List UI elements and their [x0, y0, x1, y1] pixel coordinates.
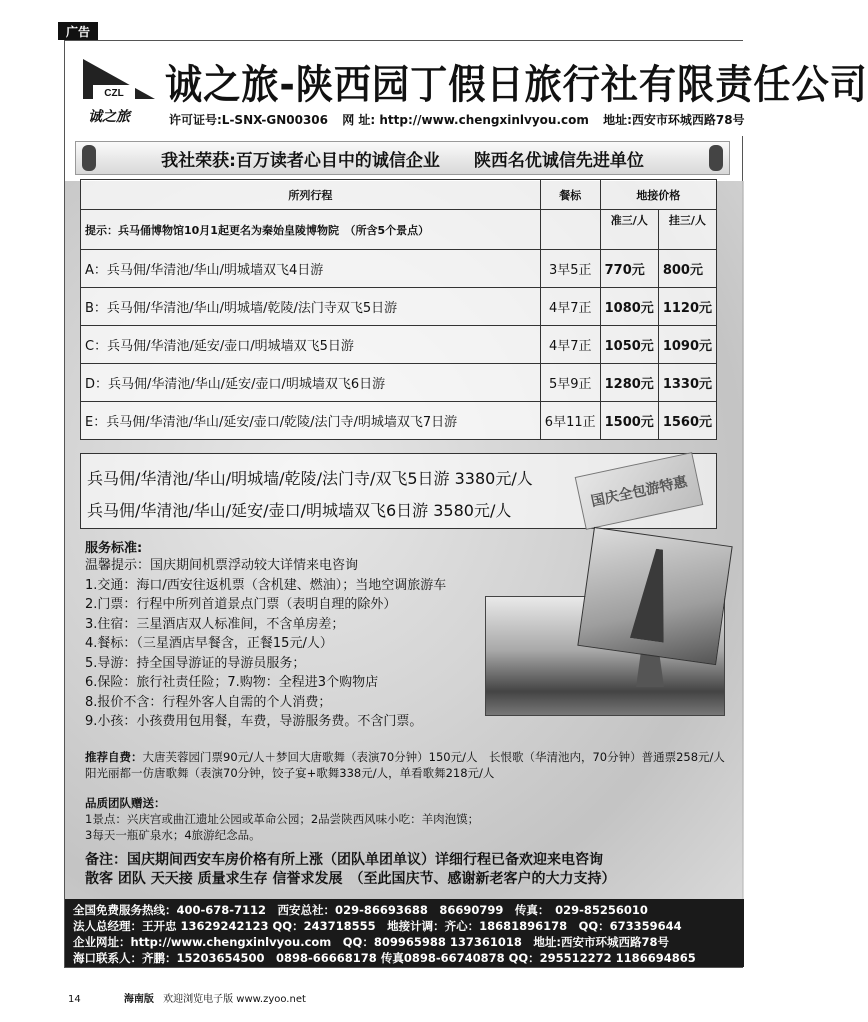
contact-line: 海口联系人：齐鹏：15203654500 0898-66668178 传真0898-66740878 QQ：295512272 1186694865	[73, 951, 696, 965]
table-row	[81, 364, 717, 402]
footer-text: 欢迎浏览电子版 www.zyoo.net	[163, 994, 306, 1005]
page-footer	[68, 990, 306, 1005]
ad-tag: 广告	[58, 22, 98, 40]
price-cell: 1500元	[600, 402, 658, 440]
header-meal: 餐标	[540, 180, 600, 210]
meal-cell: 5早9正	[540, 364, 600, 402]
route-cell: C：兵马佣/华清池/延安/壶口/明城墙双飞5日游	[81, 326, 541, 364]
service-standards	[85, 537, 725, 732]
service-line: 5.导游：持全国导游证的导游员服务；	[85, 655, 306, 671]
route-cell: E：兵马佣/华清池/华山/延安/壶口/乾陵/法门寺/明城墙双飞7日游	[81, 402, 541, 440]
service-line: 1.交通：海口/西安往返机票（含机建、燃油）；当地空调旅游车	[85, 577, 447, 593]
table-header-row	[81, 180, 717, 210]
meal-cell: 4早7正	[540, 288, 600, 326]
address: 地址:西安市环城西路78号	[603, 113, 745, 127]
route-cell: B：兵马佣/华清池/华山/明城墙/乾陵/法门寺双飞5日游	[81, 288, 541, 326]
remarks-line: 备注：国庆期间西安车房价格有所上涨（团队单团单议）详细行程已备欢迎来电咨询	[85, 852, 603, 868]
meal-cell: 4早7正	[540, 326, 600, 364]
tip-text: 提示：兵马俑博物馆10月1起更名为秦始皇陵博物院 （所含5个景点）	[81, 210, 541, 250]
license-number: 许可证号:L-SNX-GN00306	[169, 113, 329, 127]
company-logo-icon	[79, 55, 159, 135]
price-cell: 1330元	[658, 364, 716, 402]
special-offer-box	[80, 453, 717, 529]
price-cell: 1120元	[658, 288, 716, 326]
price-cell: 800元	[658, 250, 716, 288]
price-cell: 1560元	[658, 402, 716, 440]
table-row	[81, 402, 717, 440]
ad-frame	[64, 40, 868, 968]
header-child: 挂三/人	[658, 210, 716, 250]
honor-banner	[75, 141, 730, 175]
service-line: 4.餐标：（三星酒店早餐含，正餐15元/人）	[85, 636, 333, 651]
meal-cell: 3早5正	[540, 250, 600, 288]
website[interactable]: 网 址: http://www.chengxinlvyou.com	[342, 113, 589, 127]
gifts-line: 3每天一瓶矿泉水；4旅游纪念品。	[85, 828, 261, 842]
price-cell: 770元	[600, 250, 658, 288]
company-name: 诚之旅-陕西园丁假日旅行社有限责任公司	[165, 62, 868, 108]
meal-cell: 6早11正	[540, 402, 600, 440]
service-line: 3.住宿：三星酒店双人标准间，不含单房差；	[85, 616, 345, 632]
service-line: 温馨提示：国庆期间机票浮动较大详情来电咨询	[85, 558, 359, 573]
gifts-line: 1景点：兴庆宫或曲江遗址公园或革命公园；2品尝陕西风味小吃：羊肉泡馍；	[85, 812, 480, 826]
contact-line: 全国免费服务热线：400-678-7112 西安总社：029-86693688 86690799 传真： 029-85256010	[73, 903, 648, 917]
recommend-label: 推荐自费：	[85, 750, 143, 764]
price-cell: 1090元	[658, 326, 716, 364]
remarks-line: 散客 团队 天天接 质量求生存 信誉求发展 （至此国庆节、感谢新老客户的大力支持）	[85, 871, 616, 887]
recommended-extras	[85, 749, 737, 781]
honor-text: 我社荣获:百万读者心目中的诚信企业 陕西名优诚信先进单位	[161, 150, 644, 171]
header-adult: 准三/人	[600, 210, 658, 250]
header	[65, 41, 868, 136]
header-price: 地接价格	[600, 180, 716, 210]
complimentary-gifts	[85, 795, 725, 843]
license-line	[169, 111, 755, 128]
contact-bar	[65, 899, 744, 967]
service-line: 9.小孩：小孩费用包用餐，车费，导游服务费。不含门票。	[85, 714, 423, 729]
table-row	[81, 288, 717, 326]
header-route: 所列行程	[81, 180, 541, 210]
ornament-icon	[709, 145, 723, 171]
table-row	[81, 250, 717, 288]
price-cell: 1050元	[600, 326, 658, 364]
edition-label: 海南版	[123, 994, 154, 1005]
page-number: 14	[68, 994, 81, 1005]
route-cell: A：兵马佣/华清池/华山/明城墙双飞4日游	[81, 250, 541, 288]
logo-text: CZL	[104, 88, 124, 99]
special-offer-line: 兵马佣/华清池/华山/延安/壶口/明城墙双飞6日游 3580元/人	[87, 501, 512, 520]
special-badge: 国庆全包游特惠	[575, 452, 704, 530]
recommend-text: 大唐芙蓉园门票90元/人＋梦回大唐歌舞（表演70分钟）150元/人 长恨歌（华清池内，70分钟）普通票258元/人 阳光丽都一仿唐歌舞（表演70分钟，饺子宴+歌舞338元/人，单看歌舞218元/人	[85, 750, 737, 780]
tour-price-table	[80, 179, 717, 440]
service-line: 6.保险：旅行社责任险；7.购物：全程进3个购物店	[85, 675, 379, 690]
ornament-icon	[82, 145, 96, 171]
price-cell: 1280元	[600, 364, 658, 402]
contact-line: 企业网址：http://www.chengxinlvyou.com QQ：809965988 137361018 地址:西安市环城西路78号	[73, 935, 669, 949]
price-cell: 1080元	[600, 288, 658, 326]
table-row	[81, 326, 717, 364]
service-line: 2.门票：行程中所列首道景点门票（表明自理的除外）	[85, 597, 397, 612]
special-offer-line: 兵马佣/华清池/华山/明城墙/乾陵/法门寺/双飞5日游 3380元/人	[87, 469, 533, 488]
remarks	[85, 851, 725, 889]
contact-line: 法人总经理：王开忠 13629242123 QQ：243718555 地接计调：齐心：18681896178 QQ：673359644	[73, 919, 682, 933]
services-title: 服务标准:	[85, 541, 143, 556]
route-cell: D：兵马佣/华清池/华山/延安/壶口/明城墙双飞6日游	[81, 364, 541, 402]
logo-script: 诚之旅	[88, 109, 130, 125]
tip-row	[81, 210, 717, 250]
gifts-label: 品质团队赠送：	[85, 796, 166, 810]
service-line: 8.报价不含：行程外客人自需的个人消费；	[85, 694, 332, 710]
